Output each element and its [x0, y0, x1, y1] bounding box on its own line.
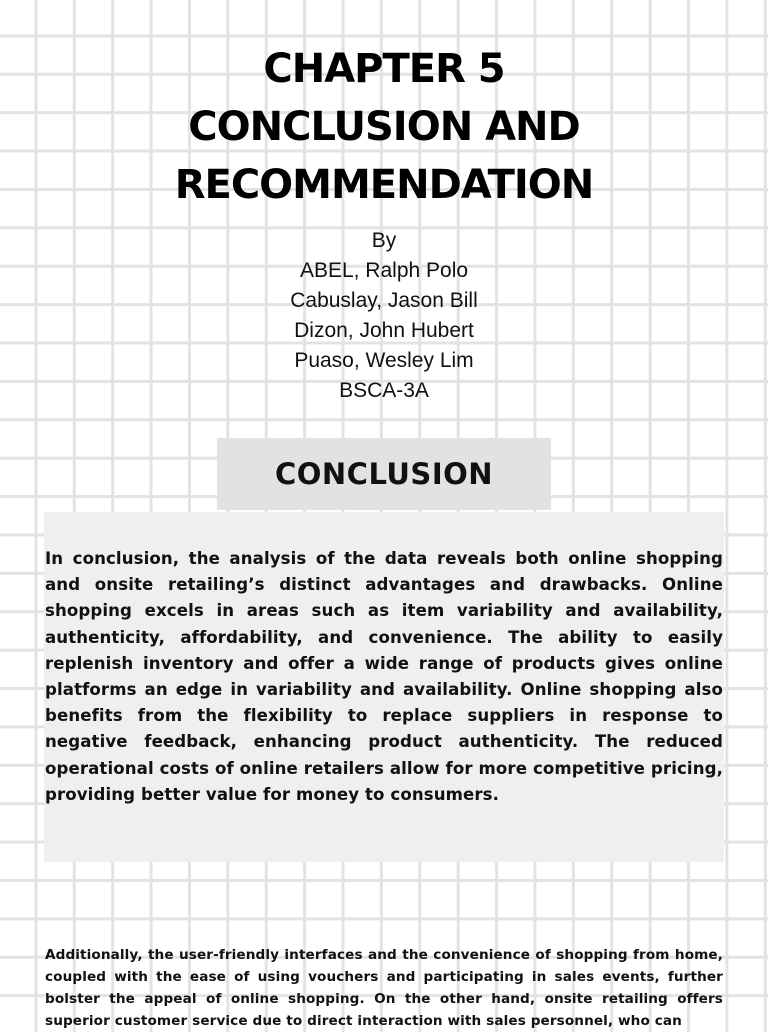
author-name: Dizon, John Hubert — [294, 319, 474, 342]
author-name: ABEL, Ralph Polo — [299, 259, 469, 282]
title-line-chapter: CHAPTER 5 — [263, 46, 505, 92]
conclusion-heading-box — [217, 438, 551, 510]
title-line-conclusion-and: CONCLUSION AND — [188, 104, 580, 150]
by-label: By — [371, 229, 397, 252]
author-name: Puaso, Wesley Lim — [294, 349, 474, 372]
conclusion-paragraph: In conclusion, the analysis of the data reveals both online shopping and onsite retailing’s distinct advantages and drawbacks. Online shopping excels in areas such as item variability and availability, authenticity, affordability, and convenience. The ability to easily replenish inventory and offer a wide range of products gives online platforms an edge in variability and availability. Online shopping also benefits from the flexibility to replace suppliers in response to negative feedback, enhancing product authenticity. The reduced operational costs of online retailers allow for more competitive pricing, providing better value for money to consumers. — [45, 549, 723, 804]
conclusion-heading: CONCLUSION — [274, 457, 494, 491]
additional-paragraph: Additionally, the user-friendly interfaces and the convenience of shopping from home, coupled with the ease of using vouchers and participating in sales events, further bolster the appeal of online shopping. On the other hand, onsite retailing offers superior customer service due to direct interaction with sales personnel, who can — [45, 947, 723, 1029]
chapter-title — [0, 40, 768, 214]
title-line-recommendation: RECOMMENDATION — [174, 162, 594, 208]
byline — [0, 226, 768, 406]
author-name: Cabuslay, Jason Bill — [290, 289, 478, 312]
section-code: BSCA-3A — [339, 379, 429, 402]
